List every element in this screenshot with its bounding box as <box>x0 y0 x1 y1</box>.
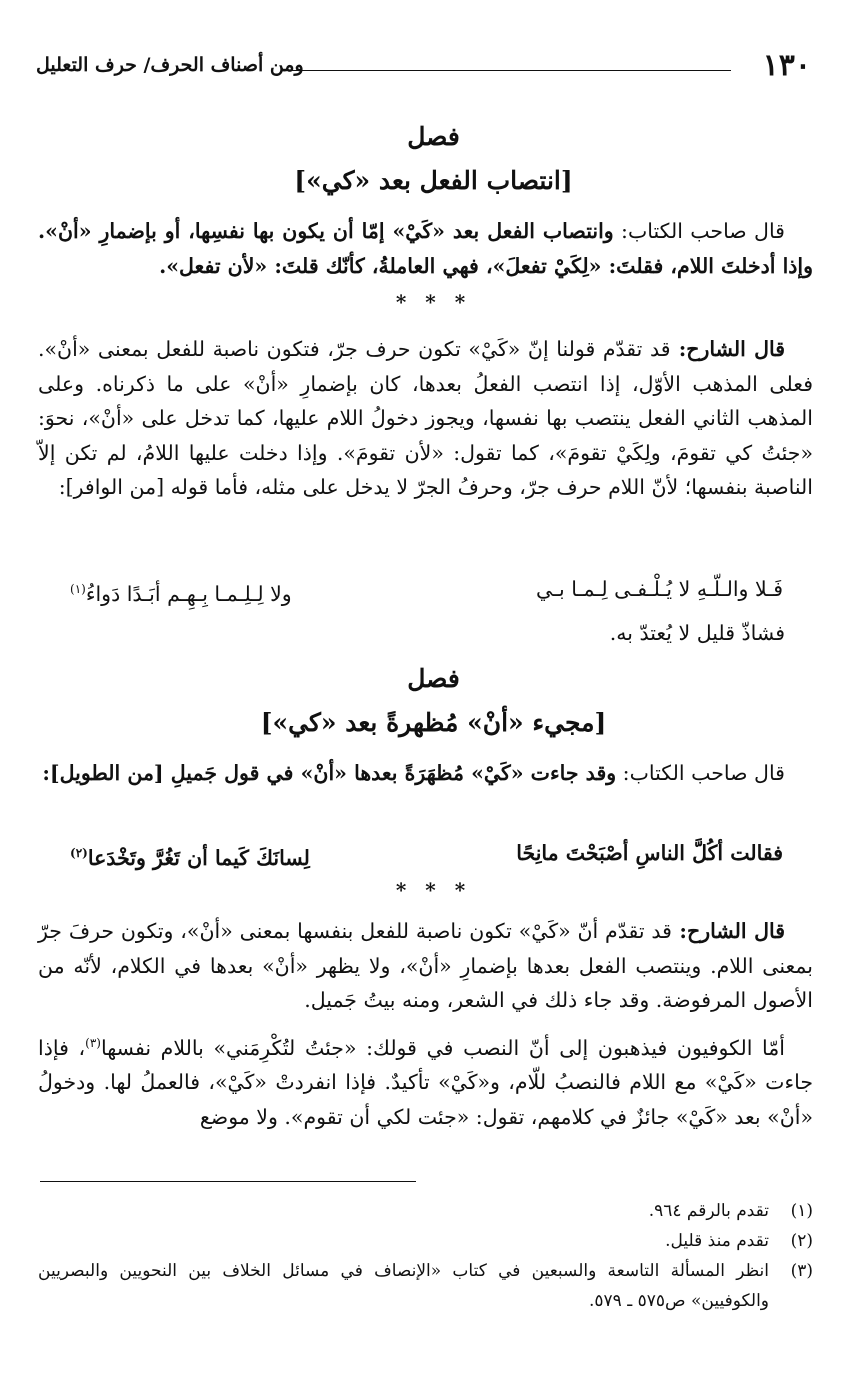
meter-note: [من الطويل]: <box>42 761 171 785</box>
footnote-number: (١) <box>790 1201 813 1221</box>
commentary-text <box>38 914 813 1018</box>
footnote <box>38 1196 813 1226</box>
author-text <box>38 214 813 283</box>
commentary-body: قد تقدّم أنّ «كَيْ» تكون ناصبة للفعل بنفسها بمعنى «أنْ»، وتكون حرفَ جرّ بمعنى اللام. وينتصب الفعل بعدها بإضمارِ «أنْ»، ولا يظهر «أنْ» بعدها في الكلام، لأنّه من الأصول المرفوضة. وقد جاء ذلك في الشعر، ومنه بيتُ جَميل. <box>38 919 813 1012</box>
author-quote: وقد جاءت «كَيْ» مُظهَرَةً بعدها «أنْ» في قول جَميلِ <box>170 761 617 785</box>
verse-second-hemistich <box>70 572 292 611</box>
verse-first-hemistich: فقالت أكُلَّ الناسِ أصْبَحْتَ مانِحًا <box>516 841 783 865</box>
footnote <box>38 1256 813 1316</box>
author-text <box>38 756 813 791</box>
verse-first-hemistich: فَـلا والـلّـهِ لا يُـلْـفـى لِـمـا بـي <box>535 577 783 601</box>
footnote-ref: (٣) <box>85 1036 101 1050</box>
footnote-ref: (١) <box>70 582 86 596</box>
commentary-text <box>38 332 813 505</box>
footnote <box>38 1226 813 1256</box>
commentary-body: قد تقدّم قولنا إنّ «كَيْ» تكون حرف جرّ، فتكون ناصبة للفعل بمعنى «أنْ». فعلى المذهب الأوّل، إذا انتصب الفعلُ بعدها، كان بإضمارِ «أنْ» على ما ذكرناه. وعلى المذهب الثاني الفعل ينتصب بها نفسها، ويجوز دخولُ اللام عليها، كما تدخل على «أنْ»، نحوَ: «جئتُ كي تقومَ، ولِكَيْ تقومَ»، كما تقول: «لأن تقومَ». وإذا دخلت عليها اللامُ، لم تكن إلاّ الناصبة بنفسها؛ لأنّ اللام حرف جرّ، وحرفُ الجرّ لا يدخل على مثله، فأما قوله [من الوافر]: <box>38 337 813 499</box>
section-heading: فصل <box>407 122 460 151</box>
commentary-label: قال الشارح: <box>671 919 786 943</box>
poetry-verse <box>70 572 783 606</box>
section-heading: فصل <box>407 664 460 693</box>
running-head: ومن أصناف الحرف/ حرف التعليل <box>36 54 304 76</box>
author-lead: قال صاحب الكتاب: <box>613 219 785 243</box>
verse-second-hemistich <box>70 836 310 875</box>
author-quote: وانتصاب الفعل بعد «كَيْ» إمّا أن يكون بها نفسِها، أو بإضمارِ «أنْ». وإذا أدخلتَ اللام، فقلتَ: «لِكَيْ تفعلَ»، فهي العاملةُ، كأنّك قلتَ: «لأن تفعل». <box>38 219 813 278</box>
verse-text: لِسانَكَ كَيما أن تَغُرَّ وتَخْدَعا <box>87 845 310 870</box>
author-lead: قال صاحب الكتاب: <box>616 761 785 785</box>
commentary-paragraph <box>38 1026 813 1134</box>
footnote-text: انظر المسألة التاسعة والسبعين في كتاب «الإنصاف في مسائل الخلاف بين النحويين والبصريين والكوفيين» ص٥٧٥ ـ ٥٧٩. <box>38 1261 769 1311</box>
footnote-ref: (٢) <box>70 846 88 860</box>
footnote-text: تقدم بالرقم ٩٦٤. <box>648 1201 769 1221</box>
paragraph-text-cont: ، فإذا جاءت «كَيْ» مع اللام فالنصبُ للّام، و«كَيْ» تأكيدٌ. فإذا انفردتْ «كَيْ»، فالعملُ لها. ودخولُ «أنْ» بعد «كَيْ» جائزٌ في كلامهم، تقول: «جئت لكي أن تقوم». ولا موضع <box>38 1035 813 1129</box>
separator-stars: * * * <box>395 290 472 314</box>
verse-text: ولا لِـلِـمـا بِـهِـم أبَـدًا دَواءُ <box>85 581 292 606</box>
section-subheading: [انتصاب الفعل بعد «كي»] <box>294 166 573 195</box>
after-verse-text: فشاذّ قليل لا يُعتدّ به. <box>609 621 785 645</box>
poetry-verse <box>70 836 783 870</box>
paragraph-text: أمّا الكوفيون فيذهبون إلى أنّ النصب في قولك: «جئتُ لتُكْرِمَني» باللام نفسها <box>100 1035 785 1060</box>
commentary-label: قال الشارح: <box>670 337 786 361</box>
footnotes <box>38 1196 813 1316</box>
page-number: ١٣٠ <box>762 48 811 83</box>
section-subheading: [مجيء «أنْ» مُظهرةً بعد «كي»] <box>260 708 607 737</box>
footnote-number: (٢) <box>790 1231 813 1251</box>
footnote-text: تقدم منذ قليل. <box>665 1231 769 1251</box>
page-header <box>36 46 811 86</box>
footnote-number: (٣) <box>790 1261 813 1281</box>
header-rule <box>282 70 731 71</box>
separator-stars: * * * <box>395 878 472 902</box>
footnote-rule <box>40 1181 416 1182</box>
